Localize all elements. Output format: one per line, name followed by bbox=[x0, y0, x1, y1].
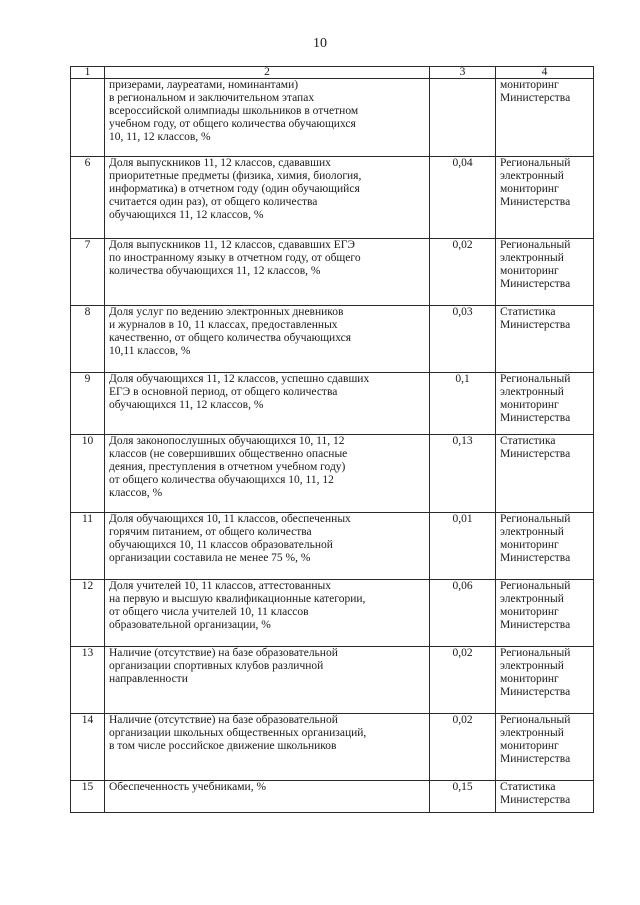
indicator-description-line: классов (не совершивших общественно опасные bbox=[109, 448, 348, 460]
indicator-weight: 0,02 bbox=[430, 647, 496, 714]
page-number: 10 bbox=[313, 36, 327, 51]
table-row-continuation bbox=[71, 79, 594, 157]
indicator-description-line: направленности bbox=[109, 673, 188, 685]
indicator-description-line: 10,11 классов, % bbox=[109, 345, 191, 357]
data-source-line: мониторинг bbox=[500, 539, 559, 551]
data-source bbox=[496, 647, 594, 714]
indicator-description-line: обучающихся 11, 12 классов, % bbox=[109, 399, 264, 411]
indicator-weight: 0,15 bbox=[430, 781, 496, 813]
data-source-line: электронный bbox=[500, 660, 564, 672]
table-row bbox=[71, 239, 594, 306]
data-source-line: Региональный bbox=[500, 513, 571, 525]
indicator-description-line: Доля выпускников 11, 12 классов, сдававших bbox=[109, 157, 331, 169]
indicator-description-line: считается один раз), от общего количества bbox=[109, 196, 318, 208]
indicator-description bbox=[105, 79, 430, 157]
row-number: 15 bbox=[71, 781, 105, 813]
data-source-line: Министерства bbox=[500, 412, 571, 424]
data-source-line: Региональный bbox=[500, 580, 571, 592]
indicator-weight: 0,03 bbox=[430, 306, 496, 373]
indicator-description-line: приоритетные предметы (физика, химия, биология, bbox=[109, 170, 362, 182]
indicator-description-line: Наличие (отсутствие) на базе образовательной bbox=[109, 647, 338, 659]
indicator-description-line: обучающихся 10, 11 классов образовательной bbox=[109, 539, 333, 551]
row-number: 9 bbox=[71, 373, 105, 435]
data-source-line: Министерства bbox=[500, 619, 571, 631]
data-source bbox=[496, 781, 594, 813]
indicators-table bbox=[70, 66, 594, 813]
data-source-line: электронный bbox=[500, 386, 564, 398]
data-source-line: электронный bbox=[500, 593, 564, 605]
indicator-description-line: призерами, лауреатами, номинантами) bbox=[109, 79, 299, 91]
indicator-description-line: Наличие (отсутствие) на базе образовательной bbox=[109, 714, 338, 726]
indicator-description-line: и журналов в 10, 11 классах, предоставленных bbox=[109, 319, 338, 331]
indicator-description-line: Доля законопослушных обучающихся 10, 11, 12 bbox=[109, 435, 345, 447]
indicator-description bbox=[105, 647, 430, 714]
indicator-description bbox=[105, 781, 430, 813]
data-source bbox=[496, 373, 594, 435]
indicator-description bbox=[105, 513, 430, 580]
indicator-weight: 0,01 bbox=[430, 513, 496, 580]
indicator-description bbox=[105, 435, 430, 513]
data-source-line: Статистика bbox=[500, 435, 556, 447]
data-source-line: Министерства bbox=[500, 753, 571, 765]
data-source bbox=[496, 580, 594, 647]
indicator-description-line: горячим питанием, от общего количества bbox=[109, 526, 312, 538]
data-source-line: Региональный bbox=[500, 157, 571, 169]
data-source-line: Региональный bbox=[500, 373, 571, 385]
row-number: 12 bbox=[71, 580, 105, 647]
column-header-number: 1 bbox=[71, 67, 105, 79]
indicator-description-line: от общего количества обучающихся 10, 11, 12 bbox=[109, 474, 334, 486]
data-source-line: мониторинг bbox=[500, 673, 559, 685]
row-number: 6 bbox=[71, 157, 105, 239]
indicator-description-line: классов, % bbox=[109, 487, 163, 499]
indicator-description bbox=[105, 306, 430, 373]
row-number: 13 bbox=[71, 647, 105, 714]
data-source bbox=[496, 714, 594, 781]
indicator-description bbox=[105, 157, 430, 239]
data-source-line: мониторинг bbox=[500, 183, 559, 195]
row-number: 8 bbox=[71, 306, 105, 373]
row-number: 10 bbox=[71, 435, 105, 513]
table-row bbox=[71, 647, 594, 714]
table-row bbox=[71, 435, 594, 513]
data-source-line: мониторинг bbox=[500, 79, 559, 91]
indicator-description-line: Доля выпускников 11, 12 классов, сдававших ЕГЭ bbox=[109, 239, 356, 251]
indicator-description-line: учебном году, от общего количества обучающихся bbox=[109, 118, 356, 130]
data-source-line: электронный bbox=[500, 727, 564, 739]
data-source-line: Министерства bbox=[500, 319, 571, 331]
indicator-description-line: ЕГЭ в основной период, от общего количества bbox=[109, 386, 338, 398]
data-source-line: Региональный bbox=[500, 647, 571, 659]
indicator-weight bbox=[430, 79, 496, 157]
indicator-description-line: в региональном и заключительном этапах bbox=[109, 92, 315, 104]
indicator-weight: 0,13 bbox=[430, 435, 496, 513]
data-source-line: Министерства bbox=[500, 552, 571, 564]
indicator-description bbox=[105, 580, 430, 647]
data-source-line: Региональный bbox=[500, 239, 571, 251]
indicator-description-line: 10, 11, 12 классов, % bbox=[109, 131, 211, 143]
indicator-description-line: качественно, от общего количества обучающихся bbox=[109, 332, 352, 344]
data-source-line: Статистика bbox=[500, 781, 556, 793]
data-source-line: электронный bbox=[500, 526, 564, 538]
indicator-description-line: Обеспеченность учебниками, % bbox=[109, 781, 267, 793]
data-source-line: Региональный bbox=[500, 714, 571, 726]
table-row bbox=[71, 714, 594, 781]
data-source-line: мониторинг bbox=[500, 265, 559, 277]
indicator-description-line: Доля обучающихся 11, 12 классов, успешно сдавших bbox=[109, 373, 370, 385]
data-source-line: мониторинг bbox=[500, 740, 559, 752]
table-row bbox=[71, 580, 594, 647]
data-source-line: мониторинг bbox=[500, 399, 559, 411]
data-source-line: Министерства bbox=[500, 196, 571, 208]
table-row bbox=[71, 373, 594, 435]
row-number: 14 bbox=[71, 714, 105, 781]
table-header-row bbox=[71, 67, 594, 79]
indicator-description-line: Доля учителей 10, 11 классов, аттестованных bbox=[109, 580, 331, 592]
indicator-description bbox=[105, 714, 430, 781]
table-row bbox=[71, 306, 594, 373]
indicator-description-line: организации составила не менее 75 %, % bbox=[109, 552, 311, 564]
data-source bbox=[496, 435, 594, 513]
column-header-indicator: 2 bbox=[105, 67, 430, 79]
indicator-description-line: образовательной организации, % bbox=[109, 619, 271, 631]
indicator-description-line: Доля обучающихся 10, 11 классов, обеспеченных bbox=[109, 513, 351, 525]
indicator-description-line: организации школьных общественных организаций, bbox=[109, 727, 367, 739]
indicator-description-line: всероссийской олимпиады школьников в отчетном bbox=[109, 105, 359, 117]
indicator-description-line: деяния, преступления в отчетном учебном году) bbox=[109, 461, 346, 473]
indicator-description-line: количества обучающихся 11, 12 классов, % bbox=[109, 265, 321, 277]
data-source bbox=[496, 79, 594, 157]
data-source bbox=[496, 157, 594, 239]
indicator-weight: 0,02 bbox=[430, 714, 496, 781]
data-source-line: Министерства bbox=[500, 448, 571, 460]
row-number: 11 bbox=[71, 513, 105, 580]
indicator-description-line: организации спортивных клубов различной bbox=[109, 660, 324, 672]
indicator-description-line: на первую и высшую квалификационные категории, bbox=[109, 593, 366, 605]
indicator-weight: 0,02 bbox=[430, 239, 496, 306]
row-number bbox=[71, 79, 105, 157]
data-source-line: Министерства bbox=[500, 278, 571, 290]
indicator-description-line: информатика) в отчетном году (один обучающийся bbox=[109, 183, 360, 195]
indicator-description-line: от общего числа учителей 10, 11 классов bbox=[109, 606, 309, 618]
data-source bbox=[496, 239, 594, 306]
column-header-source: 4 bbox=[496, 67, 594, 79]
row-number: 7 bbox=[71, 239, 105, 306]
indicator-weight: 0,1 bbox=[430, 373, 496, 435]
data-source bbox=[496, 513, 594, 580]
indicator-description-line: по иностранному языку в отчетном году, от общего bbox=[109, 252, 361, 264]
data-source bbox=[496, 306, 594, 373]
data-source-line: Статистика bbox=[500, 306, 556, 318]
data-source-line: электронный bbox=[500, 170, 564, 182]
indicator-description-line: в том числе российское движение школьников bbox=[109, 740, 337, 752]
data-source-line: электронный bbox=[500, 252, 564, 264]
data-source-line: Министерства bbox=[500, 92, 571, 104]
indicator-description bbox=[105, 373, 430, 435]
indicator-description-line: Доля услуг по ведению электронных дневников bbox=[109, 306, 344, 318]
column-header-weight: 3 bbox=[430, 67, 496, 79]
table-row bbox=[71, 513, 594, 580]
indicator-description-line: обучающихся 11, 12 классов, % bbox=[109, 209, 264, 221]
data-source-line: Министерства bbox=[500, 686, 571, 698]
data-source-line: Министерства bbox=[500, 794, 571, 806]
table-row bbox=[71, 157, 594, 239]
indicator-weight: 0,06 bbox=[430, 580, 496, 647]
table-row bbox=[71, 781, 594, 813]
indicator-description bbox=[105, 239, 430, 306]
indicator-weight: 0,04 bbox=[430, 157, 496, 239]
data-source-line: мониторинг bbox=[500, 606, 559, 618]
